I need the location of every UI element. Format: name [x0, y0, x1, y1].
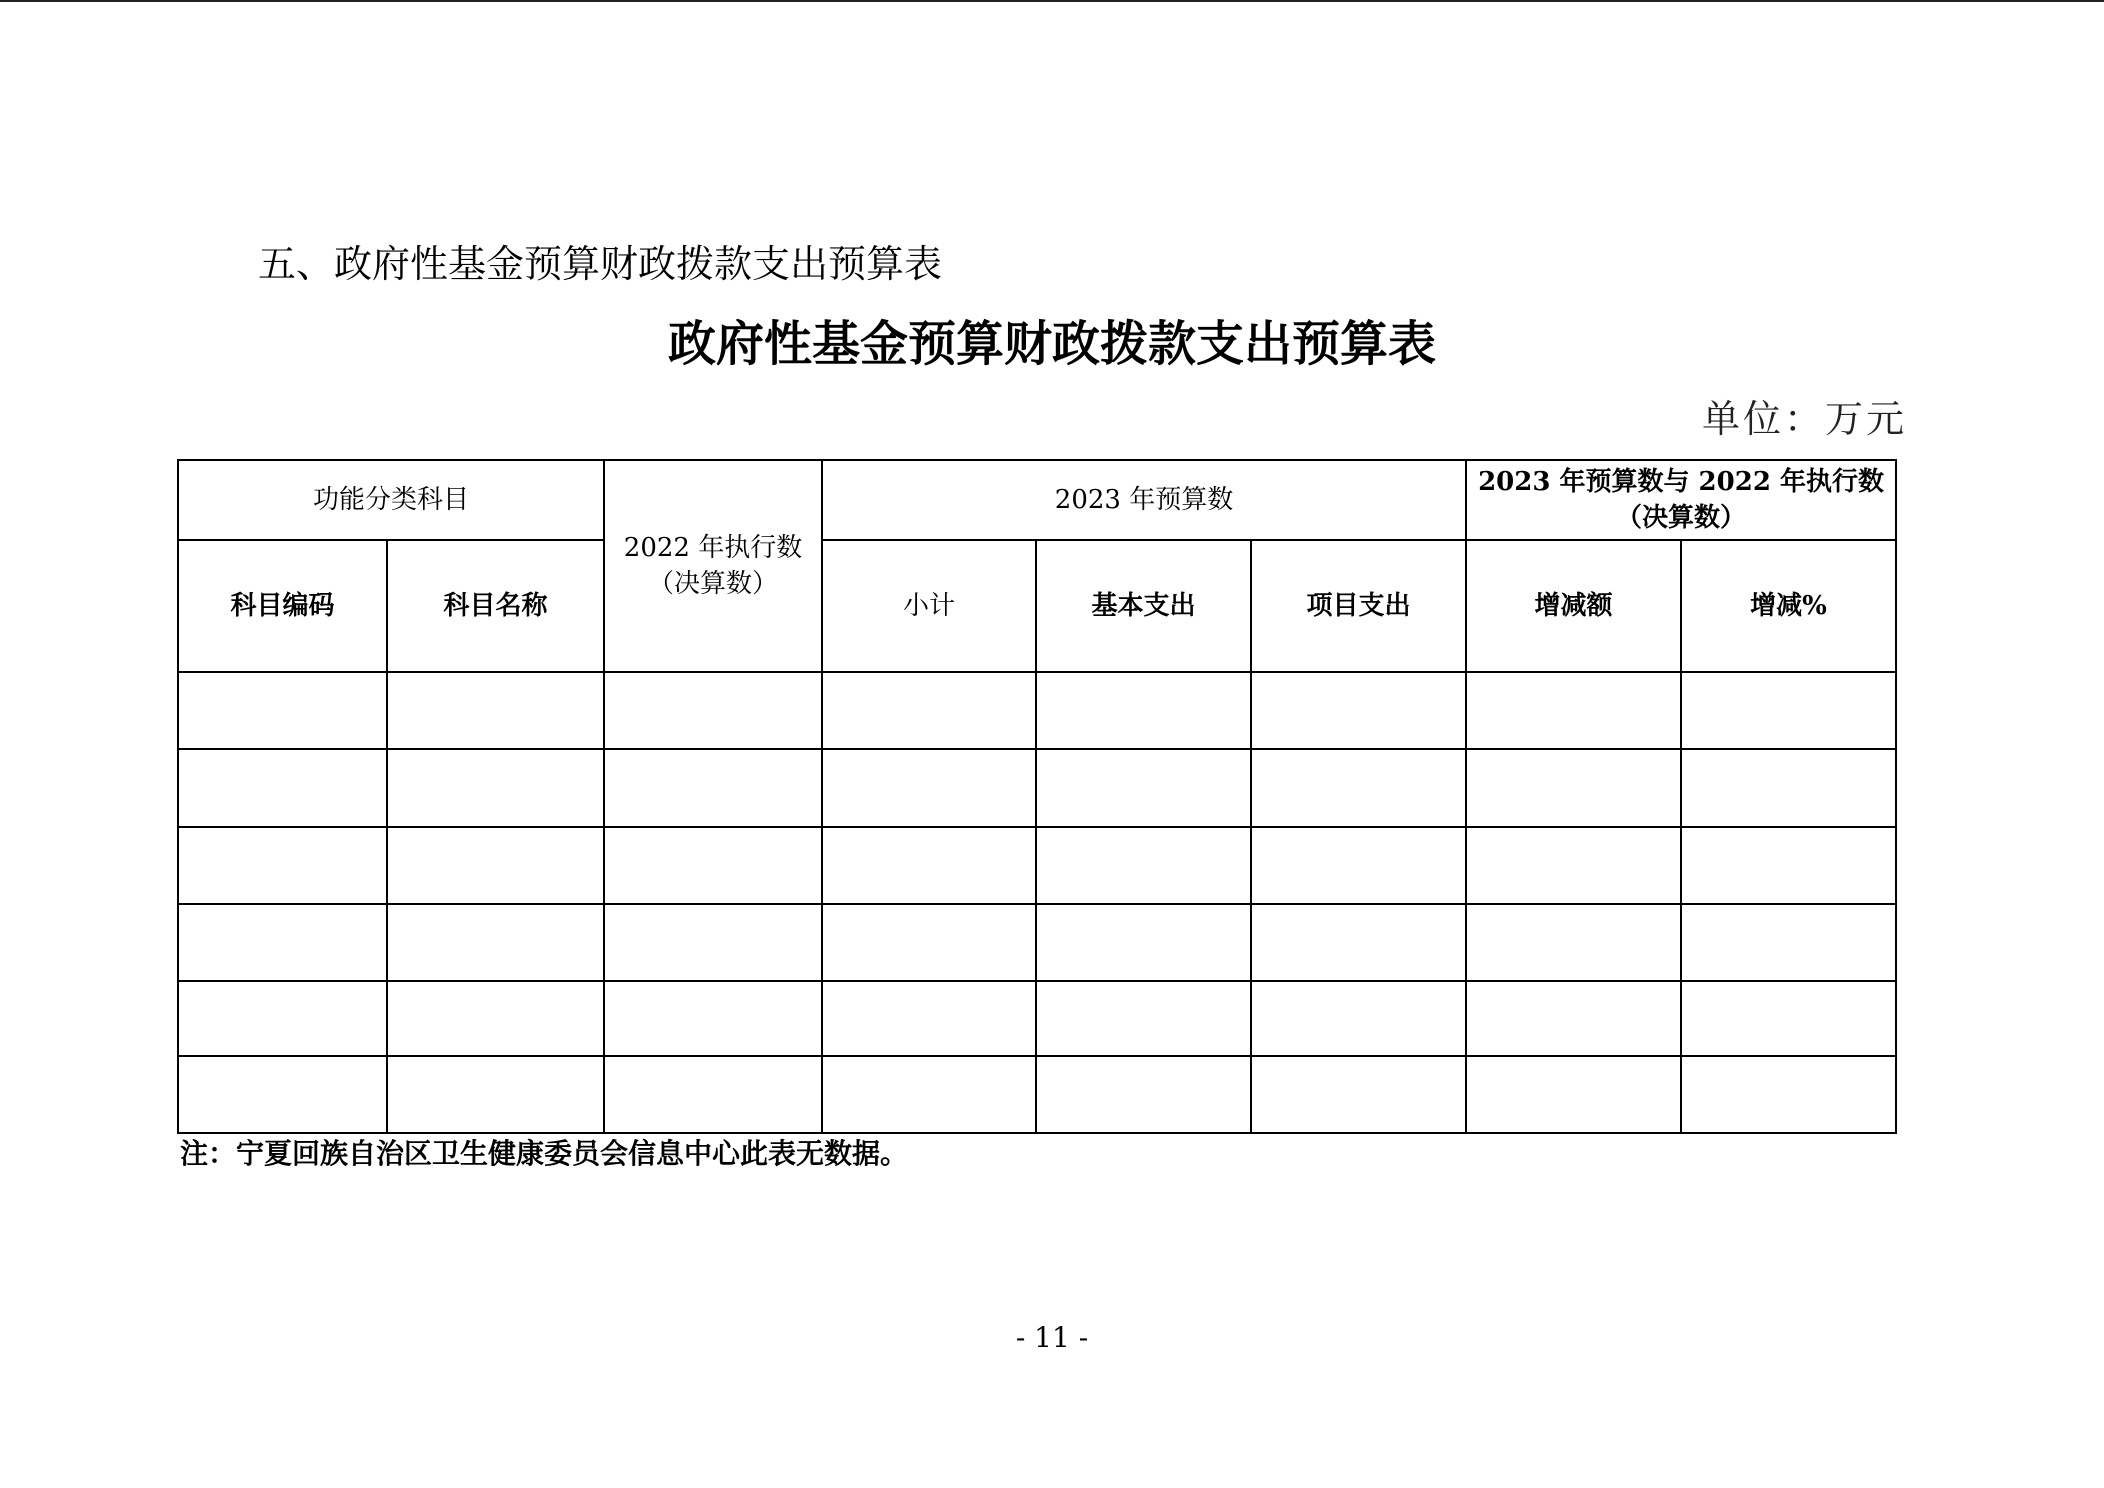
table-cell: [604, 1056, 822, 1133]
header-2022-execution-line1: 2022 年执行数: [623, 533, 803, 563]
table-cell: [387, 672, 604, 749]
table-cell: [387, 981, 604, 1056]
table-cell: [1681, 749, 1896, 827]
header-2023-budget: 2023 年预算数: [822, 460, 1466, 540]
page-number: - 11 -: [1015, 1321, 1089, 1354]
header-comparison-line2: （决算数）: [1616, 503, 1747, 533]
table-cell: [604, 672, 822, 749]
col-change-percent: 增减%: [1681, 540, 1896, 672]
table-cell: [1251, 827, 1466, 904]
table-cell: [178, 672, 387, 749]
table-cell: [1681, 827, 1896, 904]
table-cell: [604, 981, 822, 1056]
table-row: [178, 1056, 1896, 1133]
table-row: [178, 827, 1896, 904]
col-project-expense: 项目支出: [1251, 540, 1466, 672]
table-cell: [1036, 981, 1251, 1056]
table-cell: [822, 749, 1036, 827]
table-header-row-2: [178, 540, 1896, 672]
table-cell: [387, 904, 604, 981]
table-cell: [822, 827, 1036, 904]
table-cell: [387, 749, 604, 827]
table-title: 政府性基金预算财政拨款支出预算表: [667, 316, 1436, 372]
col-change-amount: 增减额: [1466, 540, 1681, 672]
table-cell: [1466, 981, 1681, 1056]
table-cell: [1251, 1056, 1466, 1133]
table-row: [178, 672, 1896, 749]
table-cell: [1466, 1056, 1681, 1133]
header-comparison: [1466, 460, 1896, 540]
table-cell: [1251, 749, 1466, 827]
table-cell: [1466, 672, 1681, 749]
table-cell: [822, 904, 1036, 981]
table-cell: [1251, 672, 1466, 749]
table-cell: [1036, 904, 1251, 981]
table-cell: [1681, 981, 1896, 1056]
header-2022-execution: [604, 460, 822, 672]
table-cell: [1251, 981, 1466, 1056]
table-cell: [1251, 904, 1466, 981]
table-cell: [387, 827, 604, 904]
col-basic-expense: 基本支出: [1036, 540, 1251, 672]
col-subject-name: 科目名称: [387, 540, 604, 672]
table-row: [178, 749, 1896, 827]
table-header-row-1: [178, 460, 1896, 540]
header-comparison-line1: 2023 年预算数与 2022 年执行数: [1478, 467, 1884, 497]
col-subtotal: 小计: [822, 540, 1036, 672]
table-cell: [178, 749, 387, 827]
table-cell: [387, 1056, 604, 1133]
table-cell: [1466, 749, 1681, 827]
table-cell: [1466, 904, 1681, 981]
table-cell: [1466, 827, 1681, 904]
col-subject-code: 科目编码: [178, 540, 387, 672]
table-cell: [604, 904, 822, 981]
table-cell: [178, 827, 387, 904]
table-cell: [178, 1056, 387, 1133]
table-cell: [1681, 1056, 1896, 1133]
table-cell: [178, 904, 387, 981]
table-cell: [1681, 672, 1896, 749]
table-cell: [1036, 749, 1251, 827]
header-2022-execution-line2: （决算数）: [648, 569, 779, 599]
table-note: 注：宁夏回族自治区卫生健康委员会信息中心此表无数据。: [180, 1137, 909, 1170]
table-cell: [822, 672, 1036, 749]
unit-label: 单位：万元: [1701, 397, 1907, 441]
header-functional-classification: 功能分类科目: [178, 460, 604, 540]
table-cell: [1036, 672, 1251, 749]
table-cell: [1036, 827, 1251, 904]
table-cell: [604, 827, 822, 904]
table-cell: [1036, 1056, 1251, 1133]
section-heading: 五、政府性基金预算财政拨款支出预算表: [258, 242, 943, 286]
budget-table: [177, 459, 1897, 1134]
table-row: [178, 981, 1896, 1056]
page-top-rule: [0, 0, 2104, 2]
table-cell: [822, 981, 1036, 1056]
table-cell: [604, 749, 822, 827]
table-cell: [1681, 904, 1896, 981]
table-cell: [822, 1056, 1036, 1133]
table-row: [178, 904, 1896, 981]
table-cell: [178, 981, 387, 1056]
